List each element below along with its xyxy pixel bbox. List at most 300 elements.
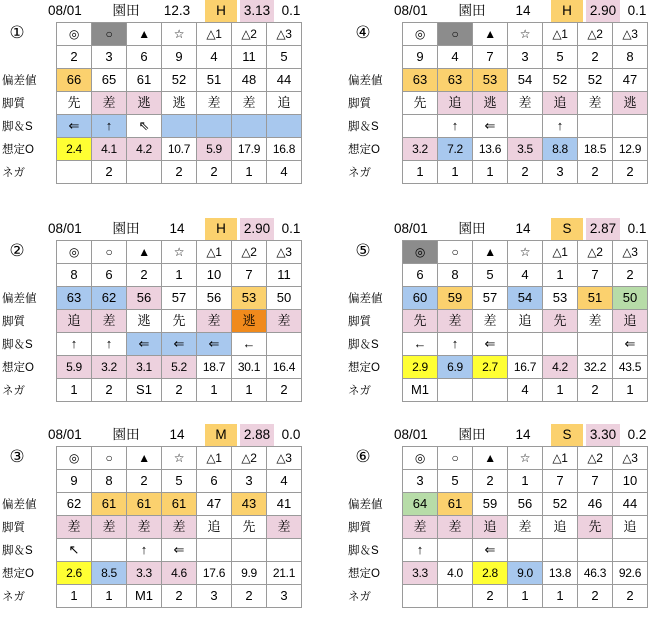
grid-cell: ◎ xyxy=(57,23,92,46)
grid-cell xyxy=(508,115,543,138)
field-value: 14 xyxy=(515,221,531,236)
grid-cell: ○ xyxy=(92,241,127,264)
race-header xyxy=(346,0,666,22)
venue-name: 園田 xyxy=(458,221,486,236)
grid-cell: 4.2 xyxy=(127,138,162,161)
row-label: 想定O xyxy=(2,144,34,156)
grid-cell xyxy=(508,333,543,356)
grid-cell: 46 xyxy=(578,493,613,516)
grid-cell: 47 xyxy=(613,69,648,92)
grid-cell xyxy=(438,539,473,562)
race-grid xyxy=(402,22,648,184)
race-date: 08/01 xyxy=(48,3,82,18)
grid-cell: 4.0 xyxy=(438,562,473,585)
field-value: 14 xyxy=(169,221,185,236)
grid-cell: 61 xyxy=(127,493,162,516)
grid-cell: 2 xyxy=(473,470,508,493)
grid-row-dev xyxy=(57,287,302,310)
race-header xyxy=(0,0,320,22)
race-grid xyxy=(402,446,648,608)
grid-cell: 6 xyxy=(403,264,438,287)
grid-cell: 4 xyxy=(267,470,302,493)
row-label: ネガ xyxy=(2,167,25,179)
grid-cell: 9 xyxy=(162,46,197,69)
grid-row-legs xyxy=(403,539,648,562)
grid-cell: △3 xyxy=(267,23,302,46)
grid-cell: △2 xyxy=(578,23,613,46)
grid-cell: △2 xyxy=(578,241,613,264)
grid-cell: 4 xyxy=(508,379,543,402)
row-label: 想定O xyxy=(2,362,34,374)
grid-cell: ☆ xyxy=(508,23,543,46)
grid-cell: 5 xyxy=(543,46,578,69)
grid-cell xyxy=(267,333,302,356)
race-header xyxy=(346,218,666,240)
grid-cell: 2 xyxy=(162,379,197,402)
grid-row-marks xyxy=(57,447,302,470)
grid-cell: 60 xyxy=(403,287,438,310)
grid-cell: 差 xyxy=(267,516,302,539)
grid-cell: 差 xyxy=(162,516,197,539)
grid-cell: ☆ xyxy=(508,447,543,470)
grid-cell: 追 xyxy=(543,516,578,539)
grid-cell: ◎ xyxy=(403,241,438,264)
grid-row-horses xyxy=(57,46,302,69)
grid-cell: △3 xyxy=(267,241,302,264)
grid-row-style xyxy=(403,310,648,333)
grid-cell: 57 xyxy=(162,287,197,310)
grid-cell: 9.9 xyxy=(232,562,267,585)
grid-cell: 1 xyxy=(613,379,648,402)
grid-cell xyxy=(403,115,438,138)
grid-cell xyxy=(543,539,578,562)
grid-cell: △2 xyxy=(578,447,613,470)
grid-cell: 2 xyxy=(578,379,613,402)
race-card xyxy=(0,0,320,200)
grid-cell xyxy=(57,161,92,184)
grid-row-odds-est xyxy=(403,356,648,379)
grid-cell: 2 xyxy=(92,379,127,402)
grid-cell: ○ xyxy=(438,447,473,470)
grid-cell: 4.2 xyxy=(543,356,578,379)
grid-cell: 6.9 xyxy=(438,356,473,379)
grid-cell: 54 xyxy=(508,287,543,310)
grid-cell: 差 xyxy=(508,516,543,539)
grid-cell: 1 xyxy=(508,585,543,608)
grid-cell: 追 xyxy=(473,516,508,539)
grid-cell xyxy=(543,333,578,356)
grid-cell: ☆ xyxy=(162,241,197,264)
grid-cell: 3.3 xyxy=(127,562,162,585)
grid-cell: 5 xyxy=(473,264,508,287)
grid-cell xyxy=(578,539,613,562)
grid-cell: ↑ xyxy=(403,539,438,562)
grid-cell: △2 xyxy=(232,447,267,470)
grid-cell: 2 xyxy=(162,585,197,608)
grid-cell: 4.6 xyxy=(162,562,197,585)
grid-cell: 3 xyxy=(197,585,232,608)
grid-cell: 66 xyxy=(57,69,92,92)
grid-cell: 56 xyxy=(508,493,543,516)
grid-cell: 8 xyxy=(438,264,473,287)
grid-cell: 1 xyxy=(473,161,508,184)
track-condition: H xyxy=(205,218,237,240)
race-grid xyxy=(56,446,302,608)
grid-cell: 先 xyxy=(57,92,92,115)
grid-cell: 5 xyxy=(267,46,302,69)
grid-cell: ◎ xyxy=(403,23,438,46)
race-number: ② xyxy=(9,241,25,260)
grid-cell: 9 xyxy=(403,46,438,69)
grid-cell: ▲ xyxy=(473,447,508,470)
venue-name: 園田 xyxy=(458,427,486,442)
row-label: 偏差値 xyxy=(2,75,37,87)
venue-name: 園田 xyxy=(112,427,140,442)
grid-cell: 53 xyxy=(543,287,578,310)
grid-cell: 5.9 xyxy=(57,356,92,379)
grid-cell: 56 xyxy=(127,287,162,310)
row-label: ネガ xyxy=(2,385,25,397)
extra-value: 0.1 xyxy=(627,3,647,18)
grid-cell: 4 xyxy=(438,46,473,69)
grid-cell: ○ xyxy=(92,447,127,470)
grid-cell: 3.1 xyxy=(127,356,162,379)
grid-cell: ◎ xyxy=(403,447,438,470)
grid-cell: 2 xyxy=(578,46,613,69)
grid-cell: ↑ xyxy=(92,115,127,138)
track-condition: H xyxy=(551,0,583,22)
row-label: ネガ xyxy=(348,167,371,179)
grid-row-nega xyxy=(57,379,302,402)
grid-cell: 53 xyxy=(232,287,267,310)
race-number: ① xyxy=(9,23,25,42)
grid-cell: 10 xyxy=(197,264,232,287)
grid-cell xyxy=(613,115,648,138)
grid-row-dev xyxy=(57,69,302,92)
row-label: 偏差値 xyxy=(348,75,383,87)
grid-cell xyxy=(578,333,613,356)
grid-cell: 5 xyxy=(162,470,197,493)
grid-row-horses xyxy=(403,264,648,287)
grid-cell: 差 xyxy=(92,310,127,333)
grid-cell: 2.8 xyxy=(473,562,508,585)
grid-cell: 差 xyxy=(197,92,232,115)
grid-cell: 2.4 xyxy=(57,138,92,161)
grid-cell: 2.7 xyxy=(473,356,508,379)
grid-cell: 差 xyxy=(578,92,613,115)
row-label: 脚質 xyxy=(348,98,371,110)
grid-cell: M1 xyxy=(127,585,162,608)
grid-cell: 1 xyxy=(232,161,267,184)
grid-cell: 47 xyxy=(197,493,232,516)
grid-cell xyxy=(232,115,267,138)
grid-cell: 差 xyxy=(267,310,302,333)
grid-cell: 52 xyxy=(162,69,197,92)
grid-row-style xyxy=(57,310,302,333)
grid-cell: 64 xyxy=(403,493,438,516)
grid-cell: ⇐ xyxy=(197,333,232,356)
extra-value: 0.1 xyxy=(627,221,647,236)
grid-row-style xyxy=(57,92,302,115)
grid-cell: 2 xyxy=(162,161,197,184)
grid-cell: 7 xyxy=(578,264,613,287)
grid-cell: △1 xyxy=(197,241,232,264)
grid-cell: 追 xyxy=(543,92,578,115)
grid-cell: 1 xyxy=(92,585,127,608)
race-date: 08/01 xyxy=(48,221,82,236)
grid-cell: 3.3 xyxy=(403,562,438,585)
grid-cell: △2 xyxy=(232,23,267,46)
odds-value: 3.13 xyxy=(240,0,274,22)
grid-cell xyxy=(267,539,302,562)
grid-row-marks xyxy=(403,23,648,46)
grid-cell: 65 xyxy=(92,69,127,92)
grid-row-horses xyxy=(57,470,302,493)
grid-cell: 差 xyxy=(403,516,438,539)
grid-cell: 46.3 xyxy=(578,562,613,585)
grid-cell: 30.1 xyxy=(232,356,267,379)
grid-cell: 3 xyxy=(508,46,543,69)
grid-cell: 追 xyxy=(613,516,648,539)
grid-cell: 43.5 xyxy=(613,356,648,379)
odds-value: 3.30 xyxy=(586,424,620,446)
race-number: ⑥ xyxy=(355,447,371,466)
grid-cell xyxy=(438,585,473,608)
grid-cell: ⇖ xyxy=(127,115,162,138)
grid-cell: ← xyxy=(232,333,267,356)
grid-cell: 5 xyxy=(438,470,473,493)
grid-cell: 61 xyxy=(438,493,473,516)
grid-cell: 62 xyxy=(57,493,92,516)
grid-cell: 44 xyxy=(267,69,302,92)
grid-cell: 11 xyxy=(267,264,302,287)
grid-cell: 3 xyxy=(267,585,302,608)
row-label: 脚＆S xyxy=(2,339,33,351)
grid-cell: 16.4 xyxy=(267,356,302,379)
grid-cell: ⇐ xyxy=(613,333,648,356)
grid-cell: ▲ xyxy=(127,241,162,264)
field-value: 14 xyxy=(515,427,531,442)
venue-name: 園田 xyxy=(112,221,140,236)
grid-cell xyxy=(403,585,438,608)
row-label: 偏差値 xyxy=(2,293,37,305)
grid-cell: 9.0 xyxy=(508,562,543,585)
grid-cell: ▲ xyxy=(127,447,162,470)
grid-cell: 52 xyxy=(543,69,578,92)
row-label: 偏差値 xyxy=(2,499,37,511)
grid-cell: 先 xyxy=(578,516,613,539)
race-date: 08/01 xyxy=(394,221,428,236)
grid-cell: ○ xyxy=(92,23,127,46)
grid-cell: 2 xyxy=(267,379,302,402)
grid-cell: ☆ xyxy=(162,23,197,46)
race-date: 08/01 xyxy=(48,427,82,442)
field-value: 14 xyxy=(515,3,531,18)
grid-cell: 先 xyxy=(403,92,438,115)
grid-cell: 2 xyxy=(578,585,613,608)
grid-cell: 10.7 xyxy=(162,138,197,161)
grid-cell: 3.5 xyxy=(508,138,543,161)
grid-cell: ↑ xyxy=(438,333,473,356)
grid-cell: 61 xyxy=(92,493,127,516)
grid-cell: 2 xyxy=(92,161,127,184)
grid-cell: 2 xyxy=(613,585,648,608)
grid-cell: 追 xyxy=(438,92,473,115)
grid-cell: ⇐ xyxy=(473,539,508,562)
grid-cell: 差 xyxy=(127,516,162,539)
odds-value: 2.90 xyxy=(240,218,274,240)
grid-row-marks xyxy=(403,241,648,264)
row-label: 脚質 xyxy=(2,98,25,110)
grid-cell: 1 xyxy=(232,379,267,402)
race-grid xyxy=(402,240,648,402)
grid-cell: 1 xyxy=(197,379,232,402)
grid-cell: ◎ xyxy=(57,241,92,264)
grid-cell: 追 xyxy=(197,516,232,539)
grid-cell: 6 xyxy=(92,264,127,287)
grid-cell xyxy=(92,539,127,562)
grid-cell: 8.8 xyxy=(543,138,578,161)
grid-row-style xyxy=(403,92,648,115)
grid-cell: 2 xyxy=(613,161,648,184)
grid-cell: 差 xyxy=(92,92,127,115)
grid-cell: △1 xyxy=(543,23,578,46)
race-date: 08/01 xyxy=(394,427,428,442)
grid-row-odds-est xyxy=(403,562,648,585)
grid-row-horses xyxy=(403,46,648,69)
grid-cell: 差 xyxy=(508,92,543,115)
row-label: 脚＆S xyxy=(348,339,379,351)
race-header xyxy=(346,424,666,446)
grid-cell: 8 xyxy=(613,46,648,69)
grid-cell: 先 xyxy=(162,310,197,333)
grid-cell: 32.2 xyxy=(578,356,613,379)
grid-cell: 62 xyxy=(92,287,127,310)
grid-cell: △3 xyxy=(267,447,302,470)
row-label: 脚質 xyxy=(348,316,371,328)
grid-row-nega xyxy=(403,585,648,608)
track-condition: M xyxy=(205,424,237,446)
grid-cell: 12.9 xyxy=(613,138,648,161)
race-card xyxy=(0,218,320,418)
grid-cell: 2 xyxy=(127,470,162,493)
odds-value: 2.88 xyxy=(240,424,274,446)
field-value: 12.3 xyxy=(163,3,191,18)
race-grid xyxy=(56,240,302,402)
grid-row-odds-est xyxy=(57,562,302,585)
grid-cell: 4 xyxy=(508,264,543,287)
grid-cell xyxy=(438,379,473,402)
grid-cell: 16.7 xyxy=(508,356,543,379)
grid-cell: 追 xyxy=(508,310,543,333)
grid-cell: 3 xyxy=(403,470,438,493)
grid-cell xyxy=(508,539,543,562)
grid-row-odds-est xyxy=(57,138,302,161)
grid-cell: 17.9 xyxy=(232,138,267,161)
grid-cell: 8.5 xyxy=(92,562,127,585)
grid-cell: 2 xyxy=(473,585,508,608)
grid-cell: 59 xyxy=(438,287,473,310)
grid-cell: 逃 xyxy=(127,92,162,115)
grid-cell: ⇐ xyxy=(57,115,92,138)
grid-cell: 2 xyxy=(613,264,648,287)
grid-cell: △2 xyxy=(232,241,267,264)
grid-row-horses xyxy=(57,264,302,287)
row-label: 脚質 xyxy=(2,316,25,328)
grid-cell: 16.8 xyxy=(267,138,302,161)
grid-cell: 61 xyxy=(127,69,162,92)
grid-cell: 63 xyxy=(57,287,92,310)
grid-cell: 1 xyxy=(162,264,197,287)
grid-row-style xyxy=(57,516,302,539)
grid-cell: 3.2 xyxy=(403,138,438,161)
odds-value: 2.90 xyxy=(586,0,620,22)
field-value: 14 xyxy=(169,427,185,442)
grid-cell: M1 xyxy=(403,379,438,402)
grid-row-marks xyxy=(57,23,302,46)
grid-cell: ⇐ xyxy=(473,115,508,138)
grid-row-dev xyxy=(57,493,302,516)
grid-cell: 13.8 xyxy=(543,562,578,585)
race-card xyxy=(346,0,666,200)
row-label: 脚質 xyxy=(348,522,371,534)
grid-cell: ○ xyxy=(438,23,473,46)
grid-cell: 57 xyxy=(473,287,508,310)
grid-row-legs xyxy=(57,115,302,138)
grid-cell xyxy=(197,115,232,138)
grid-row-dev xyxy=(403,287,648,310)
grid-row-marks xyxy=(57,241,302,264)
grid-cell: 6 xyxy=(127,46,162,69)
grid-cell: 8 xyxy=(57,264,92,287)
grid-cell: 5.2 xyxy=(162,356,197,379)
race-date: 08/01 xyxy=(394,3,428,18)
race-grid xyxy=(56,22,302,184)
grid-row-dev xyxy=(403,493,648,516)
grid-cell xyxy=(127,161,162,184)
grid-cell: 逃 xyxy=(162,92,197,115)
grid-cell: 8 xyxy=(92,470,127,493)
grid-cell: 逃 xyxy=(232,310,267,333)
track-condition: S xyxy=(551,218,583,240)
race-header xyxy=(0,424,320,446)
grid-cell: ← xyxy=(403,333,438,356)
grid-cell: 7 xyxy=(232,264,267,287)
grid-cell: 18.7 xyxy=(197,356,232,379)
grid-cell: 10 xyxy=(613,470,648,493)
grid-cell: ↑ xyxy=(127,539,162,562)
grid-cell: 1 xyxy=(438,161,473,184)
grid-cell: 2 xyxy=(578,161,613,184)
grid-row-odds-est xyxy=(403,138,648,161)
grid-cell: 2 xyxy=(232,585,267,608)
grid-cell: 43 xyxy=(232,493,267,516)
grid-cell: 18.5 xyxy=(578,138,613,161)
grid-row-horses xyxy=(403,470,648,493)
grid-cell: ▲ xyxy=(473,23,508,46)
race-number: ④ xyxy=(355,23,371,42)
grid-cell: 7 xyxy=(473,46,508,69)
grid-cell: 1 xyxy=(57,585,92,608)
grid-cell: 逃 xyxy=(613,92,648,115)
grid-cell: 逃 xyxy=(127,310,162,333)
grid-row-nega xyxy=(57,585,302,608)
grid-cell: 59 xyxy=(473,493,508,516)
grid-cell: ⇐ xyxy=(473,333,508,356)
grid-cell: 11 xyxy=(232,46,267,69)
grid-cell: 41 xyxy=(267,493,302,516)
row-label: ネガ xyxy=(348,385,371,397)
